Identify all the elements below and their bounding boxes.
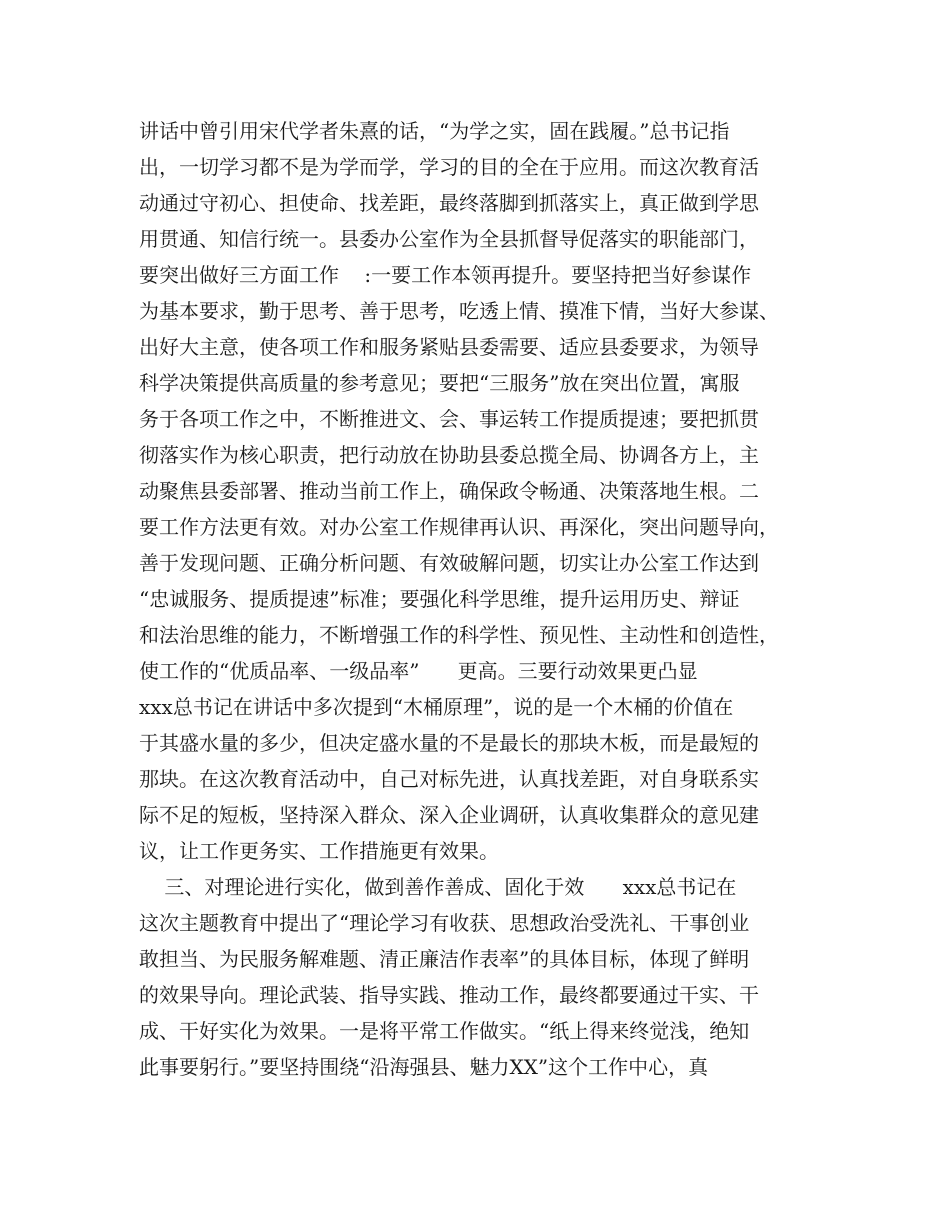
text-line: 讲话中曾引用宋代学者朱熹的话，“为学之实，固在践履。”总书记指: [139, 119, 730, 143]
text-line: 那块。在这次教育活动中，自己对标先进，认真找差距，对自身联系实: [139, 767, 759, 791]
text-line: 成、干好实化为效果。一是将平常工作做实。“纸上得来终觉浅，绝知: [139, 1019, 750, 1043]
text-line: 出好大主意，使各项工作和服务紧贴县委需要、适应县委要求，为领导: [139, 335, 759, 359]
text-line: “忠诚服务、提质提速”标准；要强化科学思维，提升运用历史、辩证: [139, 587, 740, 611]
text-line: 科学决策提供高质量的参考意见；要把“三服务”放在突出位置，寓服: [139, 371, 740, 395]
text-line: 议，让工作更务实、工作措施更有效果。: [139, 839, 499, 863]
text-line: 出，一切学习都不是为学而学，学习的目的全在于应用。而这次教育活: [139, 155, 759, 179]
text-line: 要工作方法更有效。对办公室工作规律再认识、再深化，突出问题导向，: [139, 515, 779, 539]
text-line: 用贯通、知信行统一。县委办公室作为全县抓督导促落实的职能部门，: [139, 227, 759, 251]
text-line: 这次主题教育中提出了“理论学习有收获、思想政治受洗礼、干事创业: [139, 911, 750, 935]
body-text: [139, 113, 839, 1085]
text-line: 和法治思维的能力，不断增强工作的科学性、预见性、主动性和创造性，: [139, 623, 779, 647]
text-line: 务于各项工作之中，不断推进文、会、事运转工作提质提速；要把抓贯: [139, 407, 759, 431]
text-line: 此事要躬行。”要坚持围绕“沿海强县、魅力XX”这个工作中心，真: [139, 1055, 709, 1079]
text-line: 要突出做好三方面工作 :一要工作本领再提升。要坚持把当好参谋作: [139, 263, 752, 287]
section-heading-line: 三、对理论进行实化，做到善作善成、固化于效 xxx总书记在: [139, 875, 737, 899]
text-line: xxx总书记在讲话中多次提到“木桶原理”，说的是一个木桶的价值在: [139, 695, 734, 719]
text-line: 善于发现问题、正确分析问题、有效破解问题，切实让办公室工作达到: [139, 551, 759, 575]
text-line: 于其盛水量的多少，但决定盛水量的不是最长的那块木板，而是最短的: [139, 731, 759, 755]
text-line: 使工作的“优质品率、一级品率” 更高。三要行动效果更凸显: [139, 659, 698, 683]
text-line: 动通过守初心、担使命、找差距，最终落脚到抓落实上，真正做到学思: [139, 191, 759, 215]
text-line: 为基本要求，勤于思考、善于思考，吃透上情、摸准下情，当好大参谋、: [139, 299, 779, 323]
text-line: 的效果导向。理论武装、指导实践、推动工作，最终都要通过干实、干: [139, 983, 759, 1007]
text-line: 际不足的短板，坚持深入群众、深入企业调研，认真收集群众的意见建: [139, 803, 759, 827]
text-line: 动聚焦县委部署、推动当前工作上，确保政令畅通、决策落地生根。二: [139, 479, 759, 503]
text-line: 敢担当、为民服务解难题、清正廉洁作表率”的具体目标，体现了鲜明: [139, 947, 750, 971]
text-line: 彻落实作为核心职责，把行动放在协助县委总揽全局、协调各方上，主: [139, 443, 759, 467]
